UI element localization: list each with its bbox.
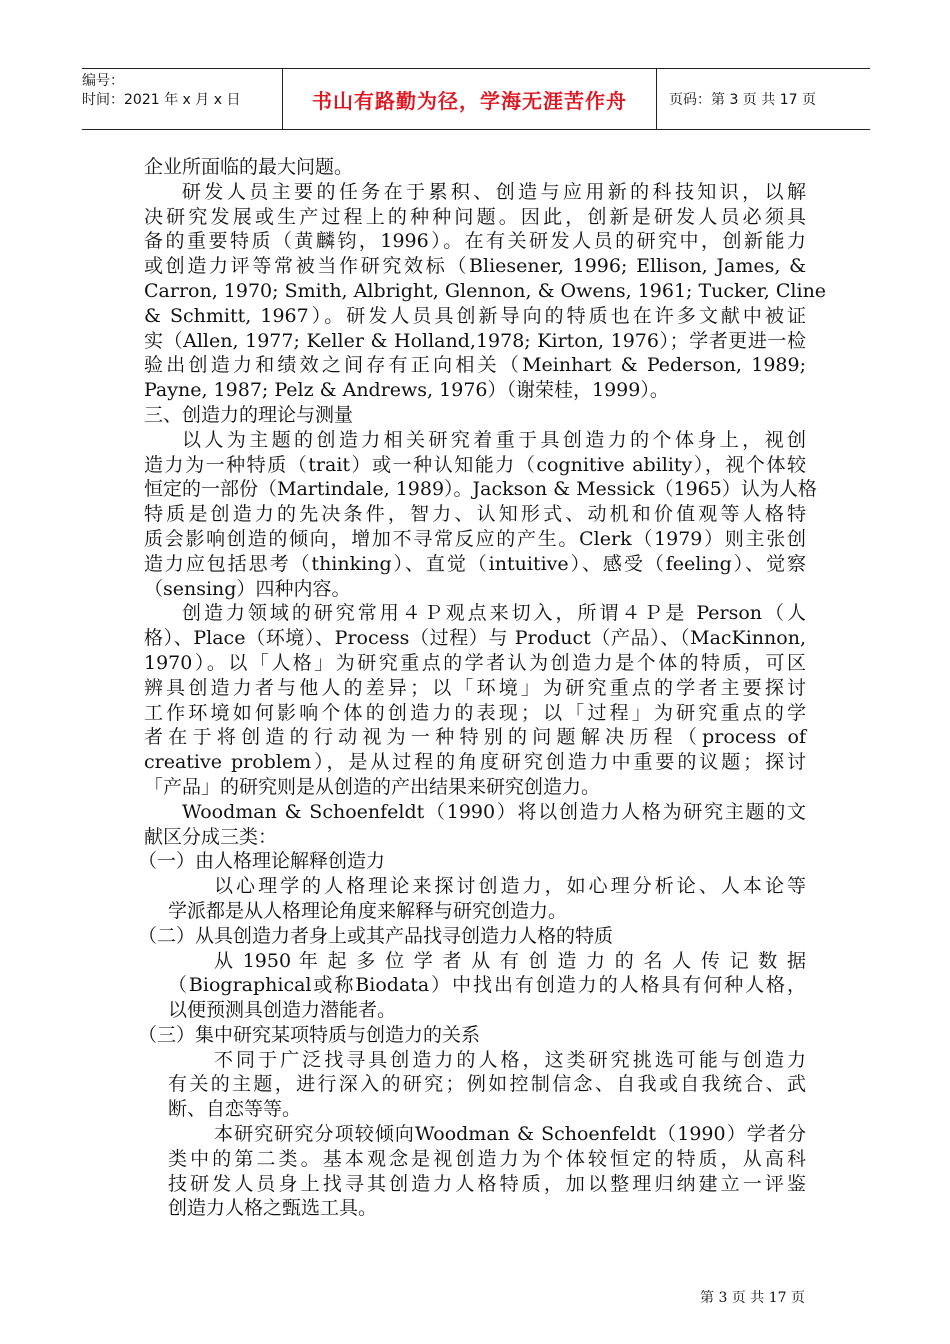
text-line: Carron, 1970; Smith, Albright, Glennon, & Owens, 1961; Tucker, Cline [144, 279, 827, 302]
text-line: 辨具创造力者与他人的差异；以「环境」为研究重点的学者主要探讨 [144, 676, 806, 699]
text-line: 从 1950 年 起 多 位 学 者 从 有 创 造 力 的 名 人 传 记 数 据 [214, 949, 806, 972]
subsection-heading: （三）集中研究某项特质与创造力的关系 [138, 1023, 481, 1046]
text-line: 格）、Place（环境）、Process（过程）与 Product（产品）、（MacKinnon, [144, 627, 806, 650]
text-line: 技研发人员身上找寻其创造力人格特质，加以整理归纳建立一评鉴 [168, 1172, 806, 1195]
text-line: 者在于将创造的行动视为一种特别的问题解决历程（process of [144, 726, 806, 749]
text-line: 本研究研究分项较倾向Woodman & Schoenfeldt（1990）学者分 [214, 1123, 806, 1146]
text-line: 特质是创造力的先决条件，智力、认知形式、动机和价值观等人格特 [144, 503, 806, 526]
text-line: 断、自恋等等。 [168, 1098, 302, 1121]
text-line: 工作环境如何影响个体的创造力的表现；以「过程」为研究重点的学 [144, 701, 806, 724]
text-line: 学派都是从人格理论角度来解释与研究创造力。 [168, 899, 568, 922]
subsection-heading: （一）由人格理论解释创造力 [138, 850, 386, 873]
text-line: 恒定的一部份（Martindale, 1989）。Jackson & Messick（1965）认为人格 [144, 478, 817, 501]
text-line: creative problem），是从过程的角度研究创造力中重要的议题；探讨 [144, 751, 806, 774]
text-line: 实（Allen, 1977; Keller & Holland,1978; Kirton, 1976）；学者更进一检 [144, 329, 806, 352]
text-line: 或创造力评等常被当作研究效标（Bliesener, 1996; Ellison, James, & [144, 255, 806, 278]
text-line: & Schmitt, 1967）。研发人员具创新导向的特质也在许多文献中被证 [144, 304, 806, 327]
text-line: 有关的主题，进行深入的研究；例如控制信念、自我或自我统合、武 [168, 1073, 806, 1096]
text-line: 造力为一种特质（trait）或一种认知能力（cognitive ability），视个体较 [144, 453, 806, 476]
header-meta [82, 69, 282, 132]
page-footer: 第 3 页 共 17 页 [700, 1290, 805, 1306]
text-line: 以人为主题的创造力相关研究着重于具创造力的个体身上，视创 [182, 428, 806, 451]
text-line: （sensing）四种内容。 [144, 577, 351, 600]
body-text [138, 155, 827, 1221]
page-header [82, 68, 870, 130]
text-line: 验出创造力和绩效之间存有正向相关（Meinhart & Pederson, 1989; [144, 354, 806, 377]
section-heading: 三、创造力的理论与测量 [144, 403, 354, 426]
text-line: （Biographical或称Biodata）中找出有创造力的人格具有何种人格， [168, 974, 806, 997]
text-line: 不同于广泛找寻具创造力的人格，这类研究挑选可能与创造力 [214, 1048, 806, 1071]
text-line: 创造力人格之甄选工具。 [168, 1197, 378, 1220]
text-line: 献区分成三类： [144, 825, 278, 848]
document-number: 编号： [82, 73, 124, 89]
text-line: 1970）。以「人格」为研究重点的学者认为创造力是个体的特质，可区 [144, 651, 806, 674]
text-line: 「产品」的研究则是从创造的产出结果来研究创造力。 [144, 775, 601, 798]
text-line: 以心理学的人格理论来探讨创造力，如心理分析论、人本论等 [214, 875, 806, 898]
subsection-heading: （二）从具创造力者身上或其产品找寻创造力人格的特质 [138, 924, 614, 947]
text-line: Woodman & Schoenfeldt（1990）将以创造力人格为研究主题的文 [182, 800, 806, 823]
text-line: 造力应包括思考（thinking）、直觉（intuitive）、感受（feeling）、觉察 [144, 552, 806, 575]
text-line: 以便预测具创造力潜能者。 [168, 999, 397, 1022]
text-line: 企业所面临的最大问题。 [144, 156, 354, 178]
text-line: 质会影响创造的倾向，增加不寻常反应的产生。Clerk（1979）则主张创 [144, 527, 806, 550]
text-line: 类中的第二类。基本观念是视创造力为个体较恒定的特质，从高科 [168, 1147, 806, 1170]
text-line: 创造力领域的研究常用４Ｐ观点来切入，所谓４Ｐ是 Person（人 [182, 602, 806, 625]
header-page-number: 页码：第 3 页 共 17 页 [669, 92, 816, 108]
text-line: Payne, 1987; Pelz & Andrews, 1976）（谢荣桂，1999）。 [144, 379, 669, 402]
text-line: 决研究发展或生产过程上的种种问题。因此，创新是研发人员必须具 [144, 205, 806, 228]
text-line: 研发人员主要的任务在于累积、创造与应用新的科技知识，以解 [182, 180, 806, 203]
header-motto: 书山有路勤为径，学海无涯苦作舟 [312, 88, 627, 113]
text-line: 备的重要特质（黄麟钧，1996）。在有关研发人员的研究中，创新能力 [144, 230, 806, 253]
document-date: 时间：2021 年 x 月 x 日 [82, 92, 241, 108]
